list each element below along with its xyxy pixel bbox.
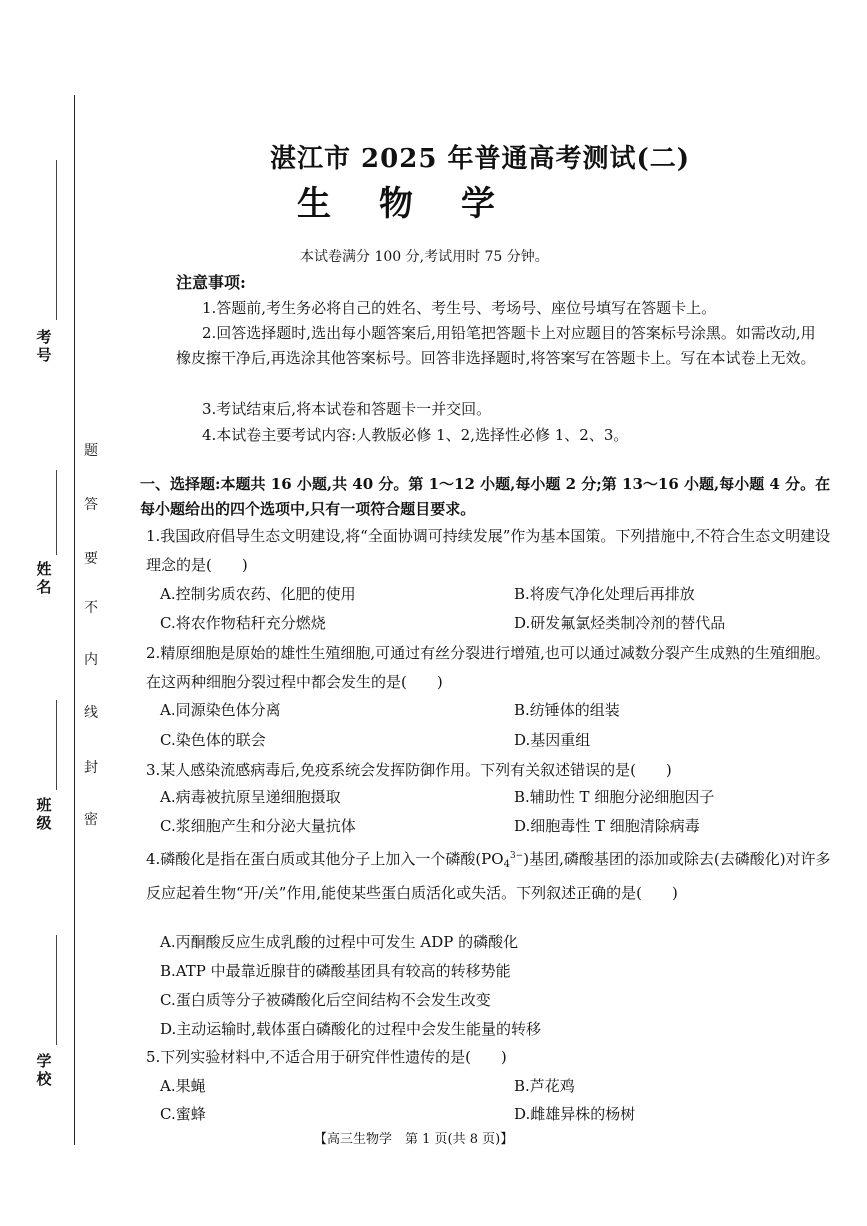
notice-heading: 注意事项:	[176, 273, 246, 292]
exam-no-line	[56, 160, 57, 320]
notice-item: 4.本试卷主要考试内容:人教版必修 1、2,选择性必修 1、2、3。	[202, 426, 629, 444]
seal-char: 要	[84, 551, 98, 567]
name-label: 姓名	[36, 560, 52, 596]
seal-char: 密	[84, 812, 98, 828]
option-a: A.果蝇	[160, 1077, 206, 1095]
option-c: C.蛋白质等分子被磷酸化后空间结构不会发生改变	[160, 991, 491, 1009]
seal-char: 内	[84, 652, 98, 668]
option-b: B.芦花鸡	[514, 1077, 575, 1095]
option-b: B.辅助性 T 细胞分泌细胞因子	[514, 788, 715, 806]
notice-item: 2.回答选择题时,选出每小题答案后,用铅笔把答题卡上对应题目的答案标号涂黑。如需改动,用橡皮擦干净后,再选涂其他答案标号。回答非选择题时,将答案写在答题卡上。写在本试卷上无效。	[176, 324, 816, 367]
option-d: D.研发氟氯烃类制冷剂的替代品	[514, 614, 726, 632]
question-stem: 3.某人感染流感病毒后,免疫系统会发挥防御作用。下列有关叙述错误的是( )	[146, 761, 672, 779]
superscript: 3−	[509, 851, 524, 861]
notice-item: 1.答题前,考生务必将自己的姓名、考生号、考场号、座位号填写在答题卡上。	[202, 299, 717, 317]
school-line	[56, 935, 57, 1045]
option-d: D.主动运输时,载体蛋白磷酸化的过程中会发生能量的转移	[160, 1020, 542, 1038]
section-heading: 一、选择题:本题共 16 小题,共 40 分。第 1～12 小题,每小题 2 分;第 13～16 小题,每小题 4 分。在每小题给出的四个选项中,只有一项符合题目要求。	[140, 475, 831, 518]
exam-title: 湛江市 2025 年普通高考测试(二)	[270, 144, 691, 174]
stem-part: )基团,磷酸基团的添加或除去(去磷酸化)对许多反应起着生物“开/关”作用,能使某些蛋白质活化或失活。下列叙述正确的是( )	[146, 850, 831, 902]
subject-title: 生物学	[297, 184, 543, 224]
page-footer: 【高三生物学 第 1 页(共 8 页)】	[314, 1132, 514, 1147]
name-line	[56, 470, 57, 555]
school-label: 学校	[36, 1052, 52, 1088]
option-a: A.丙酮酸反应生成乳酸的过程中可发生 ADP 的磷酸化	[160, 933, 519, 951]
question-stem: 2.精原细胞是原始的雄性生殖细胞,可通过有丝分裂进行增殖,也可以通过减数分裂产生成熟的生殖细胞。在这两种细胞分裂过程中都会发生的是( )	[146, 644, 830, 691]
option-d: D.细胞毒性 T 细胞清除病毒	[514, 817, 700, 835]
question-stem	[146, 842, 836, 908]
class-line	[56, 700, 57, 790]
option-c: C.染色体的联会	[160, 731, 266, 749]
option-a: A.同源染色体分离	[160, 701, 281, 719]
class-label: 班级	[36, 796, 52, 832]
notice-item: 3.考试结束后,将本试卷和答题卡一并交回。	[202, 400, 492, 418]
exam-no-label: 考号	[36, 328, 52, 364]
option-d: D.基因重组	[514, 731, 591, 749]
option-b: B.ATP 中最靠近腺苷的磷酸基团具有较高的转移势能	[160, 962, 511, 980]
option-c: C.浆细胞产生和分泌大量抗体	[160, 817, 356, 835]
question-stem: 5.下列实验材料中,不适合用于研究伴性遗传的是( )	[146, 1048, 507, 1066]
score-note: 本试卷满分 100 分,考试用时 75 分钟。	[300, 249, 549, 265]
option-b: B.将废气净化处理后再排放	[514, 585, 695, 603]
stem-part: 4.磷酸化是指在蛋白质或其他分子上加入一个磷酸(PO	[146, 850, 504, 868]
seal-char: 不	[84, 600, 98, 616]
subscript: 4	[503, 859, 510, 870]
seal-char: 线	[84, 705, 98, 721]
question-stem: 1.我国政府倡导生态文明建设,将“全面协调可持续发展”作为基本国策。下列措施中,不符合生态文明建设理念的是( )	[146, 527, 831, 574]
option-d: D.雌雄异株的杨树	[514, 1105, 636, 1123]
option-b: B.纺锤体的组装	[514, 701, 620, 719]
seal-char: 题	[84, 443, 98, 459]
seal-char: 封	[84, 760, 98, 776]
option-c: C.将农作物秸秆充分燃烧	[160, 614, 326, 632]
option-a: A.控制劣质农药、化肥的使用	[160, 585, 356, 603]
binding-line	[74, 95, 75, 1145]
seal-char: 答	[84, 497, 98, 513]
option-a: A.病毒被抗原呈递细胞摄取	[160, 788, 341, 806]
option-c: C.蜜蜂	[160, 1105, 206, 1123]
